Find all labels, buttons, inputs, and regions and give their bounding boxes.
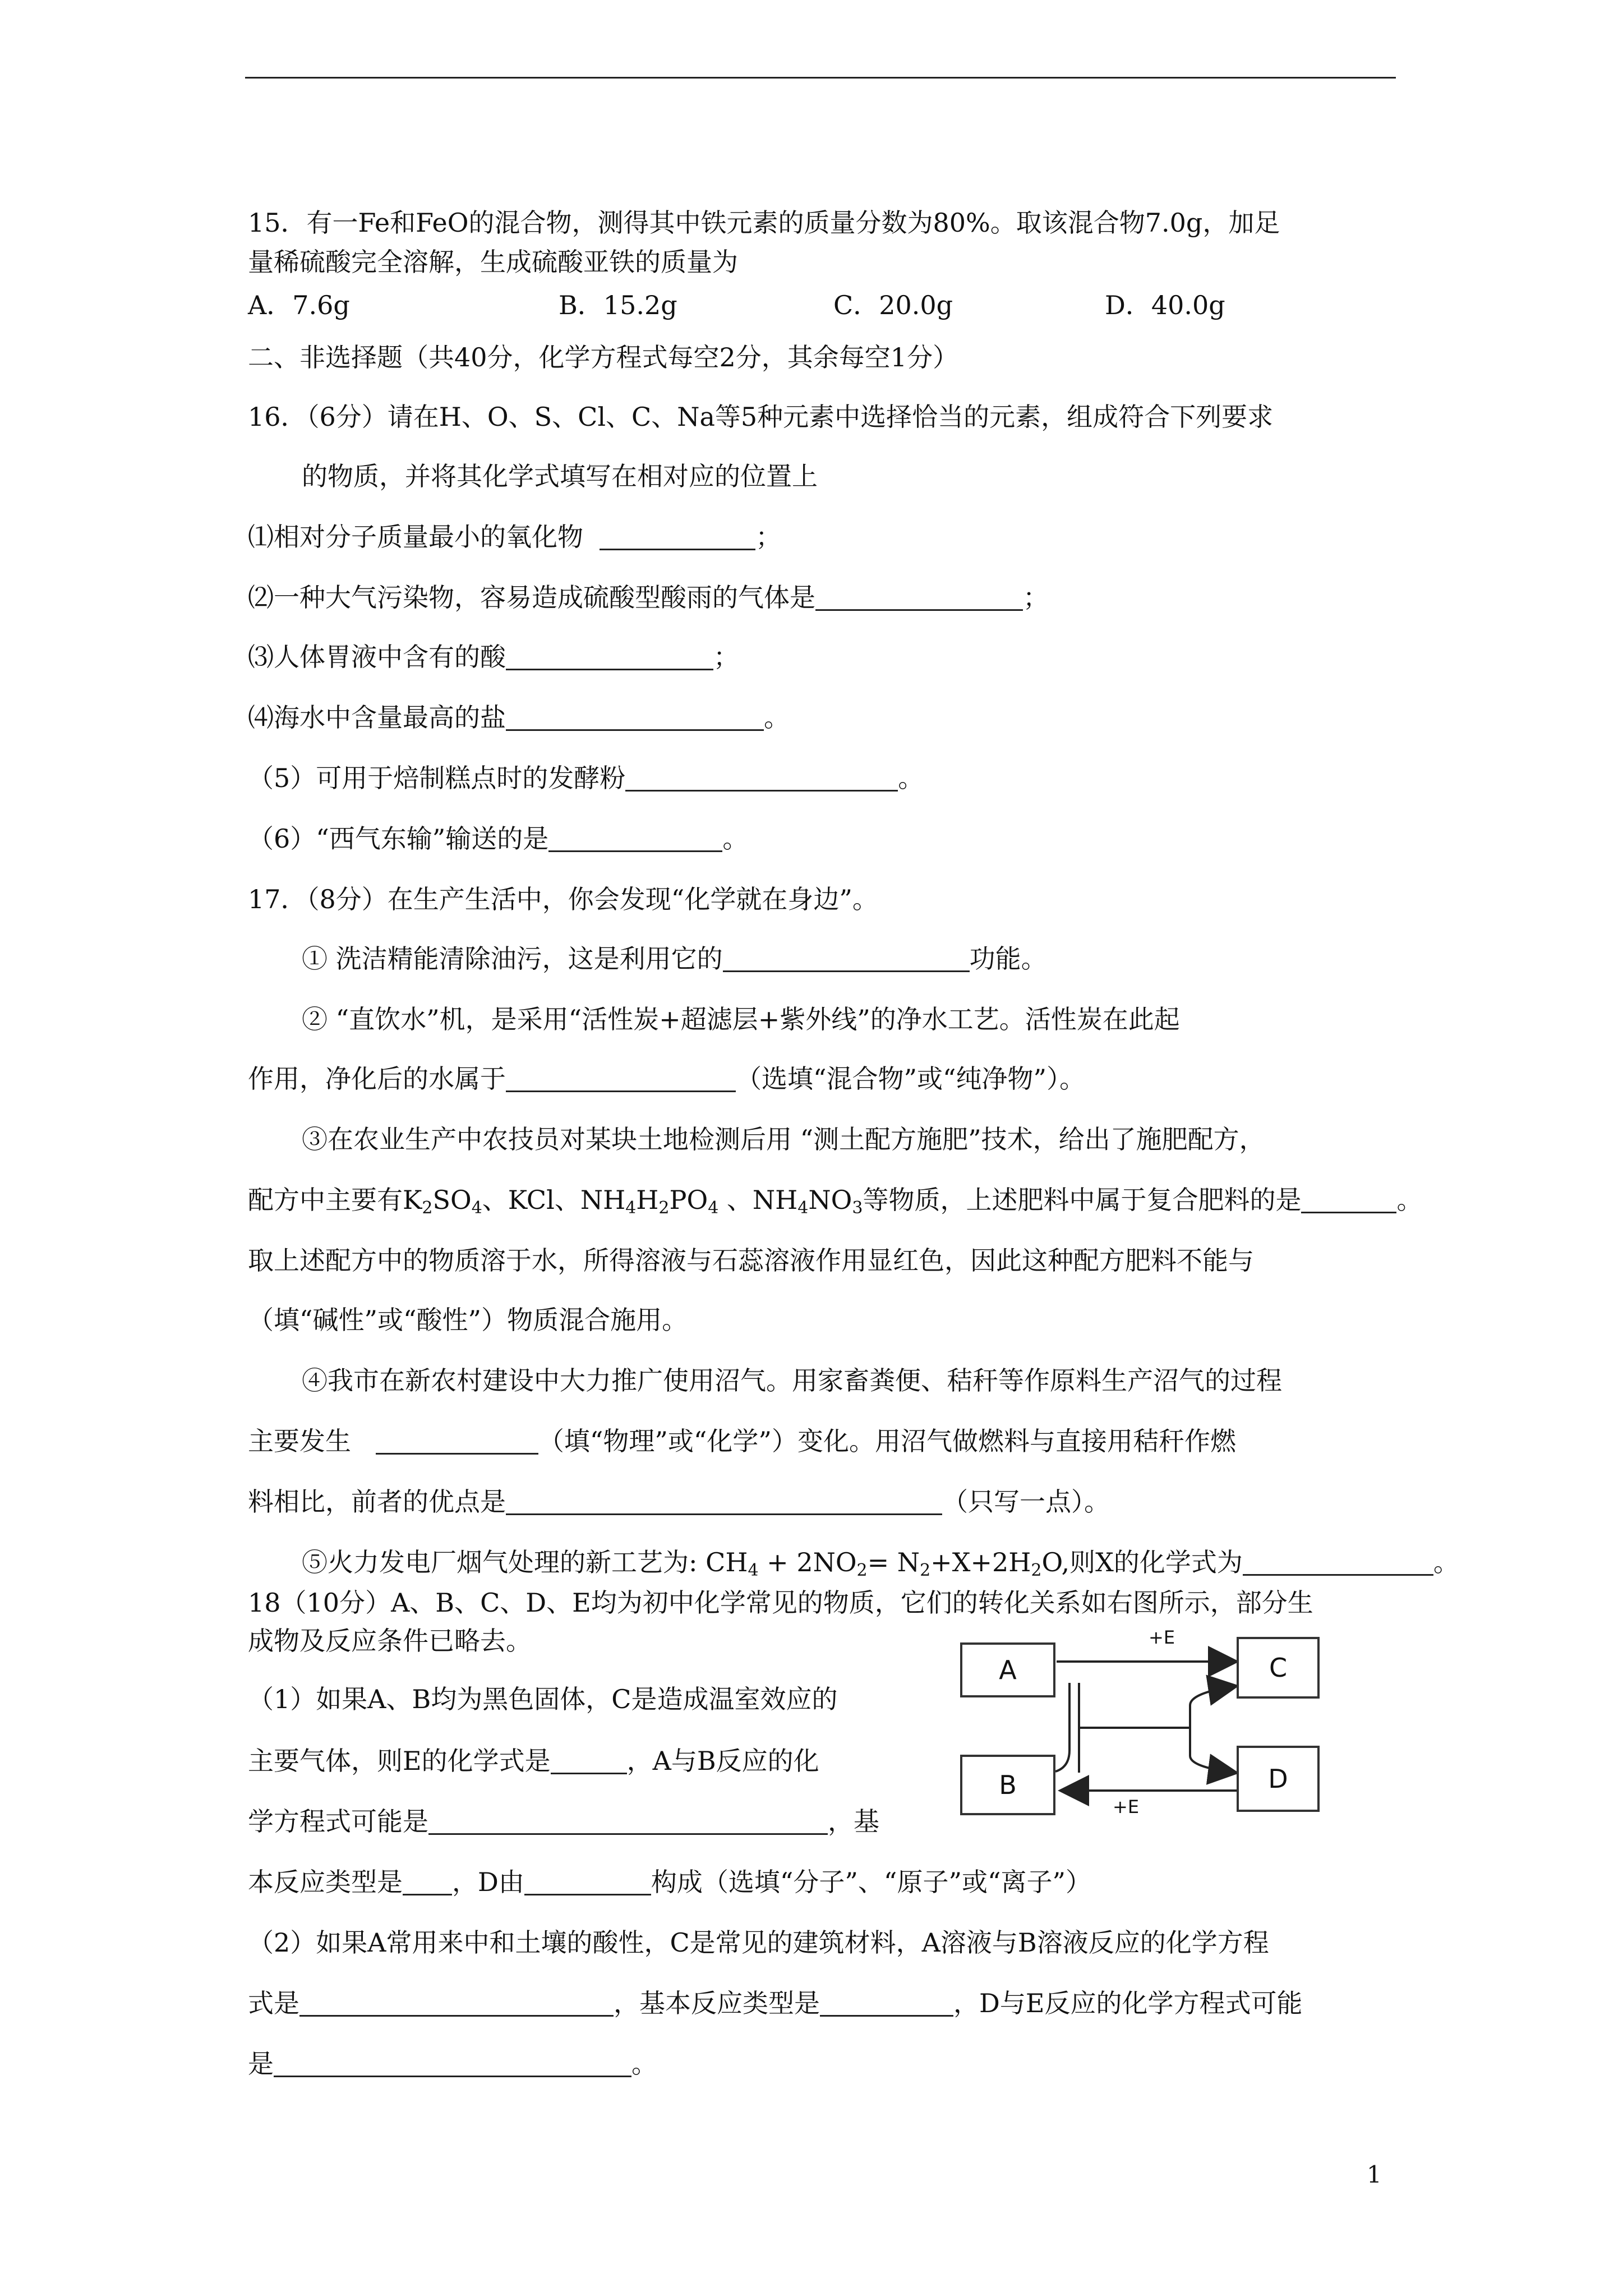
answer-blank[interactable]: [1243, 1549, 1433, 1576]
answer-blank[interactable]: [299, 1990, 614, 2017]
answer-blank[interactable]: [428, 1809, 828, 1835]
q17-item-5: ⑤火力发电厂烟气处理的新工艺为: $CH_4 + 2NO_2= N_2+X+2H_2O$,则X的化学式为 。: [302, 1547, 1459, 1580]
q18-part1-line3: 学方程式可能是 ，基: [248, 1806, 879, 1837]
q16-item-6: （6）“西气东输”输送的是 。: [248, 823, 749, 854]
answer-blank[interactable]: [551, 1748, 627, 1774]
q15-line2: 量稀硫酸完全溶解，生成硫酸亚铁的质量为: [248, 247, 738, 277]
answer-blank[interactable]: [506, 1066, 736, 1092]
q16-item-3: ⑶人体胃液中含有的酸 ；: [248, 642, 739, 672]
answer-blank[interactable]: [820, 1990, 953, 2017]
page-number: 1: [1367, 2161, 1382, 2188]
q16-item-2: ⑵一种大气污染物，容易造成硫酸型酸雨的气体是 ；: [248, 582, 1049, 613]
q16-item-5: （5）可用于焙制糕点时的发酵粉 。: [248, 763, 924, 793]
reaction-diagram: [960, 1621, 1347, 1823]
q17-item-1: ① 洗洁精能清除油污，这是利用它的 功能。: [302, 944, 1047, 974]
q18-part2-line1: （2）如果A常用来中和土壤的酸性，C是常见的建筑材料，A溶液与B溶液反应的化学方程: [248, 1927, 1269, 1958]
q17-item-4-line1: ④我市在新农村建设中大力推广使用沼气。用家畜粪便、秸秆等作原料生产沼气的过程: [302, 1365, 1282, 1396]
q17-item-4-line3: 料相比，前者的优点是 （只写一点）。: [248, 1487, 1110, 1517]
q15-option-c: C．20.0g: [833, 290, 953, 320]
q15-option-d: D．40.0g: [1105, 290, 1225, 320]
q17-item-3-line2: 配方中主要有$K_2SO_4$、KCl、$NH_4H_2PO_4$ 、$NH_4NO_3$等物质，上述肥料中属于复合肥料的是 。: [248, 1185, 1423, 1218]
answer-blank[interactable]: [403, 1869, 452, 1895]
arrow-to-c: [1190, 1686, 1235, 1728]
answer-blank[interactable]: [548, 826, 722, 852]
answer-blank[interactable]: [1301, 1187, 1396, 1213]
header-rule: [245, 77, 1396, 79]
box-a: A: [960, 1642, 1055, 1697]
q16-line2: 的物质，并将其化学式填写在相对应的位置上: [302, 461, 818, 491]
q18-part1-line4: 本反应类型是 ，D由 构成（选填“分子”、“原子”或“离子”）: [248, 1867, 1091, 1897]
box-d: D: [1237, 1746, 1320, 1812]
answer-blank[interactable]: [524, 1869, 651, 1895]
arrow-to-d: [1190, 1728, 1235, 1773]
q16-item-4: ⑷海水中含量最高的盐 。: [248, 702, 790, 733]
q17-item-2-line1: ② “直饮水”机，是采用“活性炭+超滤层+紫外线”的净水工艺。活性炭在此起: [302, 1004, 1180, 1034]
q18-part2-line3: 是 。: [248, 2049, 657, 2079]
answer-blank[interactable]: [506, 705, 764, 731]
answer-blank[interactable]: [815, 585, 1023, 611]
q17-item-2-line2: 作用，净化后的水属于 （选填“混合物”或“纯净物”）。: [248, 1064, 1086, 1094]
answer-blank[interactable]: [506, 1489, 942, 1515]
q15-option-b: B．15.2g: [559, 290, 677, 320]
q18-part2-line2: 式是 ，基本反应类型是 ，D与E反应的化学方程式可能: [248, 1988, 1303, 2018]
q18-part1-line1: （1）如果A、B均为黑色固体，C是造成温室效应的: [248, 1684, 838, 1714]
answer-blank[interactable]: [600, 524, 755, 550]
box-c: C: [1237, 1637, 1320, 1699]
q18-part1-line2: 主要气体，则E的化学式是 ，A与B反应的化: [248, 1746, 819, 1776]
label-plus-e-top: +E: [1149, 1627, 1175, 1648]
q15-line1: 15．有一Fe和FeO的混合物，测得其中铁元素的质量分数为80%。取该混合物7.0g，加足: [248, 208, 1280, 238]
q17-item-3-line4: （填“碱性”或“酸性”）物质混合施用。: [248, 1305, 688, 1335]
q17-item-4-line2: 主要发生 （填“物理”或“化学”）变化。用沼气做燃料与直接用秸秆作燃: [248, 1426, 1236, 1456]
q18-line1: 18（10分）A、B、C、D、E均为初中化学常见的物质，它们的转化关系如右图所示，部分生: [248, 1588, 1313, 1618]
box-b: B: [960, 1755, 1055, 1815]
q15-option-a: A．7.6g: [248, 290, 350, 320]
answer-blank[interactable]: [274, 2051, 631, 2077]
q16-item-1: ⑴相对分子质量最小的氧化物 ；: [248, 522, 782, 552]
answer-blank[interactable]: [376, 1428, 538, 1455]
q17-item-3-line1: ③在农业生产中农技员对某块土地检测后用 “测土配方施肥”技术，给出了施肥配方，: [302, 1124, 1265, 1154]
answer-blank[interactable]: [723, 946, 970, 972]
answer-blank[interactable]: [625, 765, 898, 792]
q17-item-3-line3: 取上述配方中的物质溶于水，所得溶液与石蕊溶液作用显红色，因此这种配方肥料不能与: [248, 1245, 1254, 1276]
answer-blank[interactable]: [506, 644, 713, 670]
q15-options: [248, 288, 1398, 323]
label-plus-e-bottom: +E: [1113, 1796, 1140, 1818]
q18-line2: 成物及反应条件已略去。: [248, 1626, 532, 1656]
link-a-b: [1055, 1683, 1069, 1772]
section-2-heading: 二、非选择题（共40分，化学方程式每空2分，其余每空1分）: [248, 342, 959, 372]
q17-title: 17．（8分）在生产生活中，你会发现“化学就在身边”。: [248, 884, 878, 914]
q16-line1: 16．（6分）请在H、O、S、Cl、C、Na等5种元素中选择恰当的元素，组成符合下列要求: [248, 402, 1274, 432]
